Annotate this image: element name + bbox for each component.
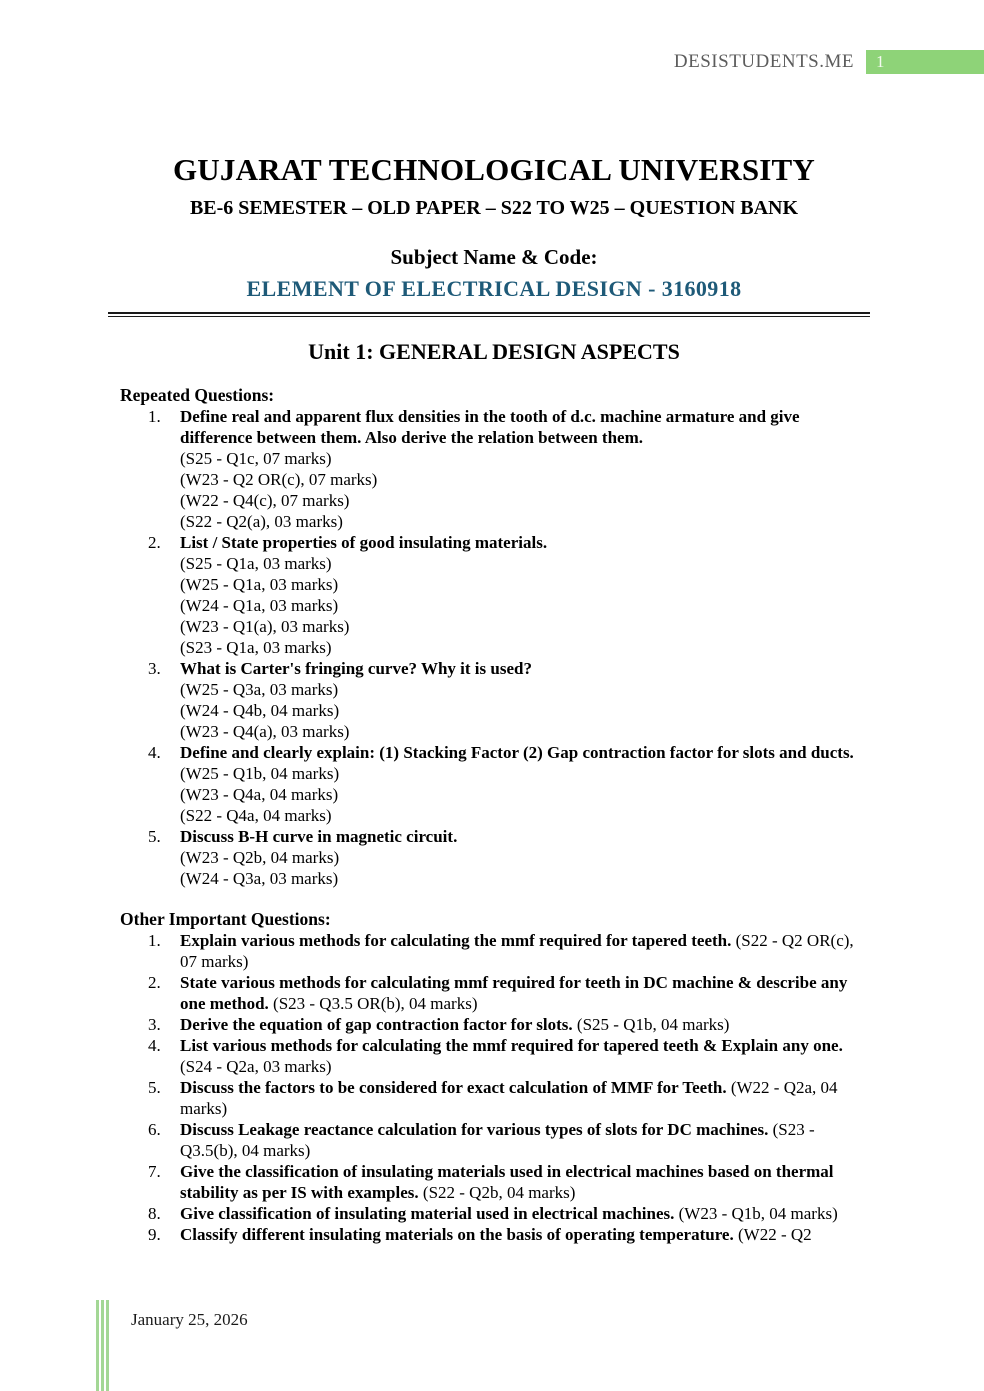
question-item — [148, 972, 868, 1014]
marks-line: (W23 - Q4(a), 03 marks) — [180, 722, 350, 741]
marks-line: (S22 - Q4a, 04 marks) — [180, 806, 332, 825]
footer-date: January 25, 2026 — [131, 1310, 248, 1329]
question-reference: (W23 - Q1b, 04 marks) — [674, 1204, 838, 1223]
page-number: 1 — [876, 51, 885, 71]
question-item — [148, 742, 868, 826]
subject-name-code: ELEMENT OF ELECTRICAL DESIGN - 3160918 — [246, 276, 742, 301]
question-item — [148, 532, 868, 658]
document-content — [120, 152, 868, 1245]
question-body — [180, 826, 868, 889]
marks-line: (S23 - Q1a, 03 marks) — [180, 638, 332, 657]
question-item — [148, 1077, 868, 1119]
marks-line: (W24 - Q1a, 03 marks) — [180, 596, 339, 615]
question-text: State various methods for calculating mmf required for teeth in DC machine & describe any one method. — [180, 973, 848, 1013]
question-text: Discuss the factors to be considered for exact calculation of MMF for Teeth. — [180, 1078, 727, 1097]
page-header — [0, 49, 984, 74]
marks-line: (W23 - Q4a, 04 marks) — [180, 785, 339, 804]
question-number: 5. — [148, 1078, 161, 1097]
page-number-badge — [866, 50, 984, 74]
question-reference: (S23 - Q3.5(b), 04 marks) — [180, 1120, 815, 1160]
marks-line: (W22 - Q4(c), 07 marks) — [180, 491, 350, 510]
question-body — [180, 1077, 868, 1119]
question-body — [180, 972, 868, 1014]
footer-accent-bars — [96, 1300, 111, 1391]
question-number: 2. — [148, 973, 161, 992]
question-item — [148, 1014, 868, 1035]
question-item — [148, 658, 868, 742]
question-body — [180, 1035, 868, 1077]
question-number: 2. — [148, 533, 161, 552]
question-number: 3. — [148, 1015, 161, 1034]
question-number: 4. — [148, 1036, 161, 1055]
question-text: Define real and apparent flux densities in the tooth of d.c. machine armature and give difference between them. Also derive the relation between them. — [180, 407, 800, 447]
question-body — [180, 930, 868, 972]
question-text: List various methods for calculating the mmf required for tapered teeth & Explain any one. — [180, 1036, 843, 1055]
marks-line: (W24 - Q4b, 04 marks) — [180, 701, 340, 720]
marks-line: (W23 - Q2b, 04 marks) — [180, 848, 340, 867]
marks-line: (W23 - Q2 OR(c), 07 marks) — [180, 470, 378, 489]
question-body — [180, 1161, 868, 1203]
question-item — [148, 1224, 868, 1245]
question-body — [180, 406, 868, 532]
question-text: List / State properties of good insulating materials. — [180, 533, 548, 552]
question-item — [148, 406, 868, 532]
other-questions-heading: Other Important Questions: — [120, 909, 331, 929]
question-reference: (S23 - Q3.5 OR(b), 04 marks) — [268, 994, 478, 1013]
question-body — [180, 1203, 868, 1224]
question-number: 5. — [148, 827, 161, 846]
question-number: 4. — [148, 743, 161, 762]
question-text: Discuss Leakage reactance calculation for various types of slots for DC machines. — [180, 1120, 769, 1139]
marks-line: (W24 - Q3a, 03 marks) — [180, 869, 339, 888]
question-item — [148, 1161, 868, 1203]
question-body — [180, 1014, 868, 1035]
question-text: Give the classification of insulating materials used in electrical machines based on thermal stability as per IS with examples. — [180, 1162, 834, 1202]
question-number: 9. — [148, 1225, 161, 1244]
other-questions-list — [120, 930, 868, 1245]
question-reference: (W22 - Q2a, 04 marks) — [180, 1078, 838, 1118]
marks-line: (W23 - Q1(a), 03 marks) — [180, 617, 350, 636]
subject-label: Subject Name & Code: — [390, 245, 598, 269]
question-reference: (S22 - Q2b, 04 marks) — [418, 1183, 576, 1202]
question-body — [180, 532, 868, 658]
question-number: 6. — [148, 1120, 161, 1139]
question-body — [180, 1224, 868, 1245]
question-body — [180, 1119, 868, 1161]
marks-line: (W25 - Q1b, 04 marks) — [180, 764, 340, 783]
question-text: Discuss B-H curve in magnetic circuit. — [180, 827, 458, 846]
marks-line: (S25 - Q1a, 03 marks) — [180, 554, 332, 573]
question-body — [180, 658, 868, 742]
repeated-questions-heading: Repeated Questions: — [120, 385, 275, 405]
question-number: 8. — [148, 1204, 161, 1223]
marks-line: (S22 - Q2(a), 03 marks) — [180, 512, 343, 531]
marks-line: (S25 - Q1c, 07 marks) — [180, 449, 332, 468]
marks-line: (W25 - Q1a, 03 marks) — [180, 575, 339, 594]
question-body — [180, 742, 868, 826]
paper-subtitle: BE-6 SEMESTER – OLD PAPER – S22 TO W25 – QUESTION BANK — [189, 197, 799, 219]
question-item — [148, 826, 868, 889]
question-text: Derive the equation of gap contraction factor for slots. — [180, 1015, 573, 1034]
question-text: Explain various methods for calculating the mmf required for tapered teeth. — [180, 931, 732, 950]
marks-line: (W25 - Q3a, 03 marks) — [180, 680, 339, 699]
question-item — [148, 1035, 868, 1077]
question-number: 1. — [148, 931, 161, 950]
question-number: 7. — [148, 1162, 161, 1181]
divider-rule — [108, 312, 870, 317]
question-text: Define and clearly explain: (1) Stacking Factor (2) Gap contraction factor for slots and ducts. — [180, 743, 854, 762]
question-item — [148, 1203, 868, 1224]
question-reference: (S22 - Q2 OR(c), 07 marks) — [180, 931, 854, 971]
unit-heading: Unit 1: GENERAL DESIGN ASPECTS — [308, 339, 680, 364]
question-reference: (S24 - Q2a, 03 marks) — [180, 1057, 332, 1076]
question-item — [148, 930, 868, 972]
repeated-questions-list — [120, 406, 868, 889]
question-number: 3. — [148, 659, 161, 678]
question-reference: (S25 - Q1b, 04 marks) — [572, 1015, 730, 1034]
site-name: DESISTUDENTS.ME — [673, 50, 854, 72]
question-text: Give classification of insulating material used in electrical machines. — [180, 1204, 675, 1223]
question-text: What is Carter's fringing curve? Why it is used? — [180, 659, 532, 678]
question-reference: (W22 - Q2 — [733, 1225, 812, 1244]
question-number: 1. — [148, 407, 161, 426]
university-title: GUJARAT TECHNOLOGICAL UNIVERSITY — [172, 152, 816, 187]
question-item — [148, 1119, 868, 1161]
question-text: Classify different insulating materials on the basis of operating temperature. — [180, 1225, 734, 1244]
